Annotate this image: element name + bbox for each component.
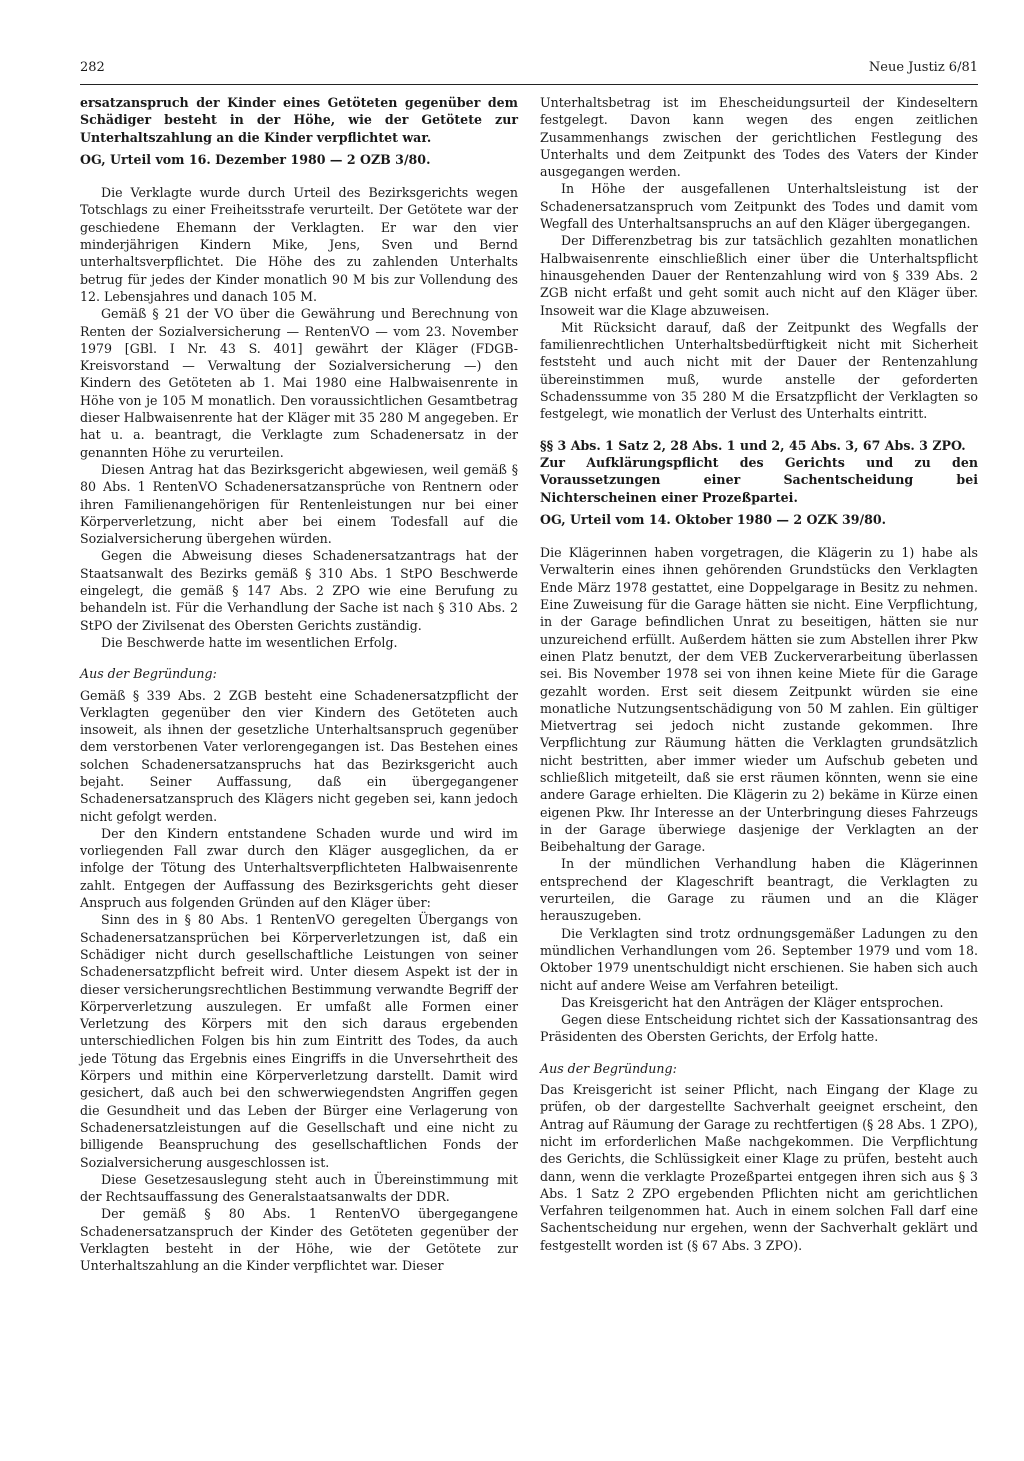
section-heading: Aus der Begründung:	[80, 666, 217, 682]
paragraph: Der den Kindern entstandene Schaden wurde und wird im vorliegenden Fall zwar durch den Kläger ausgeglichen, da er infolge der Tötung des Unterhaltsverpflichteten Halbwaisenrente zahlt. Entgegen der Auffassung des Bezirksgerichts geht dieser Anspruch aus folgenden Gründen auf den Kläger über:	[80, 825, 518, 911]
paragraph: In der mündlichen Verhandlung haben die Klägerinnen entsprechend der Klageschrift beantragt, die Verklagten zu verurteilen, die Garage zu räumen und an die Kläger herauszugeben.	[540, 856, 978, 924]
paragraph: Gegen die Abweisung dieses Schadenersatzantrags hat der Staatsanwalt des Bezirks gemäß § 310 Abs. 1 StPO Beschwerde eingelegt, die gemäß § 147 Abs. 2 ZPO wie eine Berufung zu behandeln ist. Für die Verhandlung der Sache ist nach § 310 Abs. 2 StPO der Zivilsenat des Obersten Gerichts zuständig.	[80, 548, 518, 633]
paragraph: Die Verklagte wurde durch Urteil des Bezirksgerichts wegen Totschlags zu einer Freiheitsstrafe verurteilt. Der Getötete war der geschiedene Ehemann der Verklagten. Er war den vier minderjährigen Kindern Mike, Jens, Sven und Bernd unterhaltsverpflichtet. Die Höhe des zu zahlenden Unterhalts betrug für jedes der Kinder monatlich 90 M bis zur Vollendung des 12. Lebensjahres und danach 105 M.	[80, 185, 518, 304]
paragraph: Der Differenzbetrag bis zur tatsächlich gezahlten monatlichen Halbwaisenrente einschließlich einer über die Unterhaltspflicht hinausgehenden Dauer der Rentenzahlung wird von § 339 Abs. 2 ZGB nicht erfaßt und geht somit auch nicht auf den Kläger über. Insoweit war die Klage abzuweisen.	[540, 233, 978, 318]
left-column	[80, 94, 518, 1275]
decision-citation: OG, Urteil vom 16. Dezember 1980 — 2 OZB 3/80.	[80, 151, 431, 167]
page-header	[80, 60, 978, 85]
paragraph: Die Verklagten sind trotz ordnungsgemäßer Ladungen zu den mündlichen Verhandlungen vom 26. September 1979 und vom 18. Oktober 1979 unentschuldigt nicht erschienen. Sie haben sich auch nicht auf andere Weise am Verfahren beteiligt.	[540, 925, 978, 993]
right-column	[540, 94, 978, 1254]
paragraph: In Höhe der ausgefallenen Unterhaltsleistung ist der Schadenersatzanspruch vom Zeitpunkt des Todes und damit vom Wegfall des Unterhaltsanspruchs an auf den Kläger übergegangen.	[540, 181, 978, 232]
paragraph: Gegen diese Entscheidung richtet sich der Kassationsantrag des Präsidenten des Obersten Gerichts, der Erfolg hatte.	[540, 1012, 978, 1045]
journal-issue: Neue Justiz 6/81	[868, 60, 978, 75]
paragraph: Der gemäß § 80 Abs. 1 RentenVO übergegangene Schadenersatzanspruch der Kinder des Getöteten gegenüber der Verklagten besteht in der Höhe, wie der Getötete zur Unterhaltszahlung an die Kinder verpflichtet war. Dieser	[80, 1206, 518, 1274]
decision-citation: OG, Urteil vom 14. Oktober 1980 — 2 OZK 39/80.	[540, 511, 887, 527]
paragraph: Gemäß § 21 der VO über die Gewährung und Berechnung von Renten der Sozialversicherung — RentenVO — vom 23. November 1979 [GBl. I Nr. 43 S. 401] gewährt der Kläger (FDGB-Kreisvorstand — Verwaltung der Sozialversicherung —) den Kindern des Getöteten ab 1. Mai 1980 eine Halbwaisenrente in Höhe von je 105 M monatlich. Den voraussichtlichen Gesamtbetrag dieser Halbwaisenrente hat der Kläger mit 35 280 M angegeben. Er hat u. a. beantragt, die Verklagte zum Schadenersatz in der genannten Höhe zu verurteilen.	[80, 306, 518, 460]
paragraph: Das Kreisgericht ist seiner Pflicht, nach Eingang der Klage zu prüfen, ob der dargestellte Sachverhalt geeignet erscheint, den Antrag auf Räumung der Garage zu rechtfertigen (§ 28 Abs. 1 ZPO), nicht im erforderlichen Maße nachgekommen. Die Verpflichtung des Gerichts, die Schlüssigkeit einer Klage zu prüfen, besteht auch dann, wenn die verklagte Prozeßpartei entgegen ihren sich aus § 3 Abs. 1 Satz 2 ZPO ergebenden Pflichten nicht am gerichtlichen Verfahren teilgenommen hat. Auch in einem solchen Fall darf eine Sachentscheidung nur ergehen, wenn der Sachverhalt geklärt und festgestellt worden ist (§ 67 Abs. 3 ZPO).	[540, 1082, 978, 1253]
headnote: Zur Aufklärungspflicht des Gerichts und zu den Voraussetzungen einer Sachentscheidung bei Nichterscheinen einer Prozeßpartei.	[540, 454, 978, 505]
headnote: ersatzanspruch der Kinder eines Getöteten gegenüber dem Schädiger besteht in der Höhe, wie der Getötete zur Unterhaltszahlung an die Kinder verpflichtet war.	[80, 95, 518, 145]
paragraph: Mit Rücksicht darauf, daß der Zeitpunkt des Wegfalls der familienrechtlichen Unterhaltsbedürftigkeit nicht mit Sicherheit feststeht und auch nicht mit der Dauer der Rentenzahlung übereinstimmen muß, wurde anstelle der geforderten Schadenssumme von 35 280 M die Ersatzpflicht der Verklagten so festgelegt, wie monatlich der Verlust des Unterhalts eintritt.	[540, 319, 978, 422]
paragraph: Das Kreisgericht hat den Anträgen der Kläger entsprochen.	[561, 994, 944, 1010]
statute-reference: §§ 3 Abs. 1 Satz 2, 28 Abs. 1 und 2, 45 Abs. 3, 67 Abs. 3 ZPO.	[540, 437, 966, 453]
paragraph: Die Klägerinnen haben vorgetragen, die Klägerin zu 1) habe als Verwalterin eines ihnen gehörenden Grundstücks den Verklagten Ende März 1978 gestattet, eine Doppelgarage in Besitz zu nehmen. Eine Zuweisung für die Garage hätten sie nicht. Eine Verpflichtung, in der Garage befindlichen Unrat zu beseitigen, hätten sie nur unzureichend erfüllt. Außerdem hätten sie zum Abstellen ihrer Pkw einen Platz benutzt, der dem VEB Zuckerverarbeitung überlassen sei. Bis November 1978 sei von ihnen keine Miete für die Garage gezahlt worden. Erst seit diesem Zeitpunkt würden sie eine monatliche Nutzungsentschädigung von 50 M zahlen. Ein gültiger Mietvertrag sei jedoch nicht zustande gekommen. Ihre Verpflichtung zur Räumung hätten die Verklagten grundsätzlich nicht bestritten, aber immer wieder um Aufschub gebeten und schließlich mitgeteilt, daß sie erst räumen könnten, wenn sie eine andere Garage erhielten. Die Klägerin zu 2) bekäme in Kürze einen eigenen Pkw. Ihr Interesse an der Unterbringung dieses Fahrzeugs in der Garage überwiege dasjenige der Verklagten an der Beibehaltung der Garage.	[540, 545, 978, 855]
paragraph: Unterhaltsbetrag ist im Ehescheidungsurteil der Kindeseltern festgelegt. Davon kann wegen des engen zeitlichen Zusammenhangs zwischen der gerichtlichen Festlegung des Unterhalts und dem Zeitpunkt des Todes des Vaters der Kinder ausgegangen werden.	[540, 95, 978, 180]
paragraph: Diese Gesetzesauslegung steht auch in Übereinstimmung mit der Rechtsauffassung des Generalstaatsanwalts der DDR.	[80, 1171, 518, 1205]
paragraph: Gemäß § 339 Abs. 2 ZGB besteht eine Schadenersatzpflicht der Verklagten gegenüber den vier Kindern des Getöteten auch insoweit, als ihnen der gesetzliche Unterhaltsanspruch gegenüber dem verstorbenen Vater verlorengegangen ist. Das Bestehen eines solchen Schadenersatzanspruchs hat das Bezirksgericht auch bejaht. Seiner Auffassung, daß ein übergegangener Schadenersatzanspruch des Klägers nicht gegeben sei, kann jedoch nicht gefolgt werden.	[80, 687, 518, 824]
page-number: 282	[80, 60, 105, 75]
paragraph: Die Beschwerde hatte im wesentlichen Erfolg.	[101, 634, 398, 650]
paragraph: Diesen Antrag hat das Bezirksgericht abgewiesen, weil gemäß § 80 Abs. 1 RentenVO Schadenersatzansprüche von Rentnern oder ihren Familienangehörigen für Rentenleistungen nur bei einer Körperverletzung, nicht aber bei einem Todesfall auf die Sozialversicherung übergehen würden.	[80, 461, 518, 547]
paragraph: Sinn des in § 80 Abs. 1 RentenVO geregelten Übergangs von Schadenersatzansprüchen bei Körperverletzungen ist, daß ein Schädiger nicht durch gesellschaftliche Leistungen von seiner Schadenersatzpflicht befreit wird. Unter diesem Aspekt ist der in dieser versicherungsrechtlichen Bestimmung verwandte Begriff der Körperverletzung auszulegen. Er umfaßt alle Formen einer Verletzung des Körpers mit den sich daraus ergebenden unterschiedlichen Folgen bis hin zum Eintritt des Todes, da auch jede Tötung das Ergebnis eines Eingriffs in die Unversehrtheit des Körpers und mithin eine Körperverletzung darstellt. Damit wird gesichert, daß auch bei den schwerwiegendsten Angriffen gegen die Gesundheit und das Leben der Bürger eine Verlagerung von Schadenersatzleistungen auf die Gesellschaft und eine nicht zu billigende Beanspruchung des gesellschaftlichen Fonds der Sozialversicherung ausgeschlossen ist.	[80, 912, 518, 1170]
section-heading: Aus der Begründung:	[540, 1060, 677, 1076]
